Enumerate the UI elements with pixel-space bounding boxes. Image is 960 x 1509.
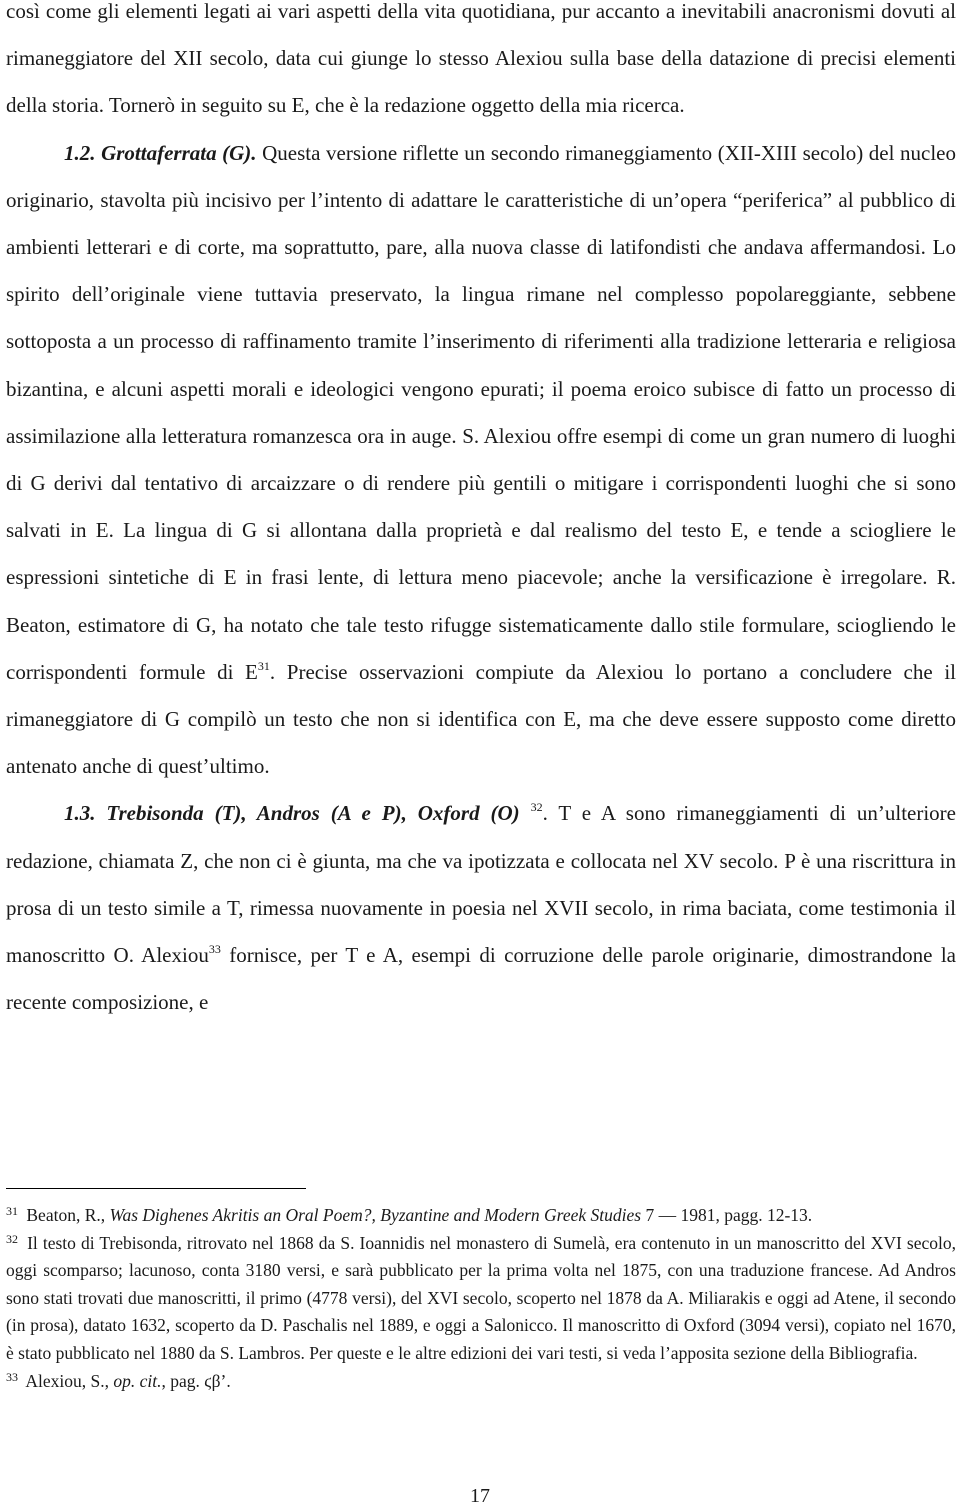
- footnote-32: [6, 1230, 956, 1368]
- footnote-text: Il testo di Trebisonda, ritrovato nel 1868 da S. Ioannidis nel monastero di Sumelà, era contenuto in un manoscritto del XVI secolo, oggi scomparso; lacunoso, conta 3180 versi, e sarà pubblicato per la prima volta nel 1875, con una traduzione francese. Ad Andros sono stati trovati due manoscritti, il primo (4778 versi), del XVI secolo, scoperto nel 1878 da A. Miliarakis e oggi ad Atene, il secondo (in prosa), datato 1632, scoperto da D. Paschalis nel 1889, e oggi a Salonicco. Il manoscritto di Oxford (3094 versi), copiato nel 1670, è stato pubblicato nel 1880 da S. Lambros. Per queste e le altre edizioni dei vari testi, si veda l’apposita sezione della Bibliografia.: [6, 1232, 956, 1363]
- footnote-text: , pag. ϛβ’.: [161, 1370, 231, 1391]
- paragraph-text: . Precise osservazioni compiute da Alexiou lo portano a concludere che il rimaneggiatore di G compilò un testo che non si identifica con E, ma che deve essere supposto come diretto antenato anche di quest’ultimo.: [6, 659, 956, 779]
- section-heading-1-3: 1.3. Trebisonda (T), Andros (A e P), Oxford (O): [64, 801, 531, 826]
- footnote-title: op. cit.: [113, 1370, 162, 1391]
- body-text: [6, 0, 956, 1026]
- footnote-ref-31[interactable]: 31: [257, 658, 270, 673]
- page-number: 17: [470, 1485, 490, 1507]
- footnote-text: Alexiou, S.,: [22, 1370, 114, 1391]
- footnote-number: 33: [6, 1369, 18, 1384]
- footnote-31: [6, 1202, 956, 1230]
- footnote-number: 32: [6, 1231, 18, 1246]
- section-heading-1-2: 1.2. Grottaferrata (G).: [64, 140, 257, 165]
- footnote-text: 7 — 1981, pagg. 12-13.: [641, 1205, 813, 1225]
- paragraph-text: Questa versione riflette un secondo rimaneggiamento (XII-XIII secolo) del nucleo originario, stavolta più incisivo per l’intento di adattare le caratteristiche di un’opera “periferica” al pubblico di ambienti letterari e di corte, ma soprattutto, pare, alla nuova classe di latifondisti che andava affermandosi. Lo spirito dell’originale viene tuttavia preservato, la lingua rimane nel complesso popolareggiante, sebbene sottoposta a un processo di raffinamento tramite l’inserimento di riferimenti alla tradizione letteraria e religiosa bizantina, e alcuni aspetti morali e ideologici vengono epurati; il poema eroico subisce di fatto un processo di assimilazione alla letteratura romanzesca ora in auge. S. Alexiou offre esempi di come un gran numero di luoghi di G derivi dal tentativo di arcaizzare o di rendere più gentili o mitigare i corrispondenti luoghi che si sono salvati in E. La lingua di G si allontana dalla proprietà e dal realismo del testo E, e tende a sciogliere le espressioni sintetiche di E in frasi lente, di lettura meno piacevole; anche la versificazione è irregolare. R. Beaton, estimatore di G, ha notato che tale testo rifugge sistematicamente dallo stile formulare, sciogliendo le corrispondenti formule di E: [6, 140, 956, 684]
- footnote-separator: [6, 1188, 306, 1189]
- paragraph-intro: così come gli elementi legati ai vari aspetti della vita quotidiana, pur accanto a inevitabili anacronismi dovuti al rimaneggiatore del XII secolo, data cui giunge lo stesso Alexiou sulla base della datazione di precisi elementi della storia. Tornerò in seguito su E, che è la redazione oggetto della mia ricerca.: [6, 0, 956, 118]
- footnote-ref-32[interactable]: 32: [530, 800, 543, 815]
- footnote-33: [6, 1368, 956, 1396]
- footnote-number: 31: [6, 1204, 18, 1218]
- footnotes: [6, 1202, 956, 1395]
- paragraph-text: fornisce, per T e A, esempi di corruzione delle parole originarie, dimostrandone la recente composizione, e: [6, 943, 956, 1015]
- footnote-text: Beaton, R.,: [22, 1205, 110, 1225]
- paragraph-trebisonda: [6, 790, 956, 1026]
- footnote-ref-33[interactable]: 33: [208, 942, 221, 957]
- paragraph-text: . T e A sono rimaneggiamenti di un’ulteriore redazione, chiamata Z, che non ci è giunta, ma che va ipotizzata e collocata nel XV secolo. P è una riscrittura in prosa di un testo simile a T, rimessa nuovamente in poesia nel XVII secolo, in rima baciata, come testimonia il manoscritto O. Alexiou: [6, 801, 956, 968]
- footnote-title: Was Dighenes Akritis an Oral Poem?, Byzantine and Modern Greek Studies: [109, 1205, 642, 1225]
- paragraph-grottaferrata: [6, 130, 956, 791]
